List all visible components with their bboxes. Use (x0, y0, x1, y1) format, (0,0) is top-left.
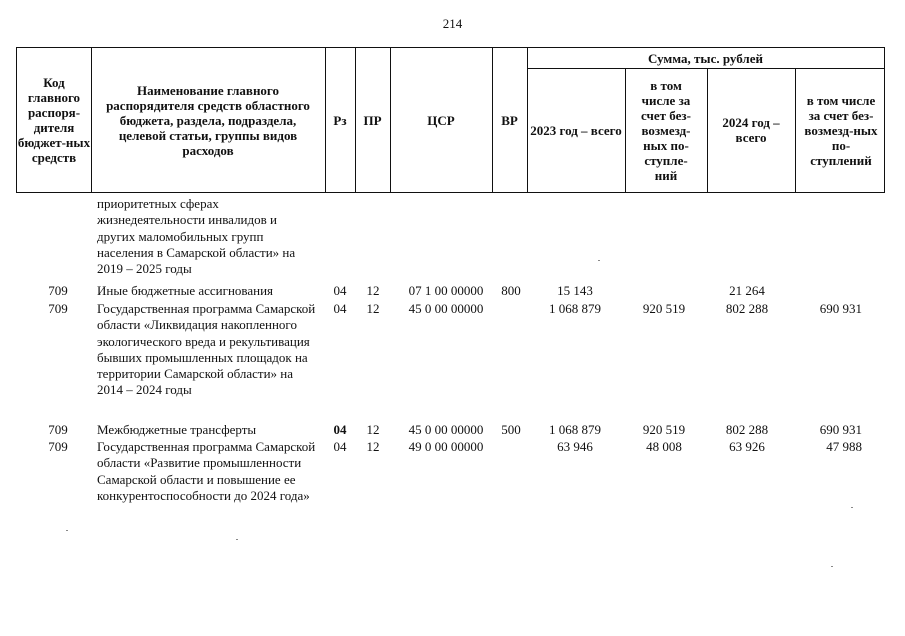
header-2023-free: в том числе за счет без-возмезд-ных по-ступле-ний (641, 77, 691, 183)
scan-speck (236, 539, 238, 540)
scan-speck (831, 566, 833, 567)
row-2024-free: 690 931 (819, 301, 862, 316)
header-2024-free: в том числе за счет без-возмезд-ных по-ступлений (804, 92, 878, 168)
table-header (16, 47, 885, 193)
header-2023-total: 2023 год – всего (530, 122, 622, 138)
row-rz: 04 (333, 283, 347, 298)
row-name: приоритетных сферах жизнедеятельности инвалидов и других маломобильных групп населения в Самарской области» на 2019 – 2025 годы (97, 196, 296, 277)
row-name: Межбюджетные трансферты (97, 422, 257, 437)
row-2023-free: 48 008 (646, 439, 682, 454)
header-2024-total: 2024 год – всего (722, 115, 780, 145)
row-2024-total: 802 288 (725, 422, 769, 437)
header-pr: ПР (363, 112, 382, 128)
row-vr: 800 (501, 283, 521, 298)
row-csr: 45 0 00 00000 (408, 422, 484, 437)
row-2023-total: 1 068 879 (549, 422, 601, 437)
row-csr: 45 0 00 00000 (408, 301, 484, 316)
row-pr: 12 (366, 439, 380, 454)
row-2023-total: 63 946 (557, 439, 593, 454)
row-2024-total: 63 926 (729, 439, 765, 454)
row-2024-total: 802 288 (725, 301, 769, 316)
row-name: Иные бюджетные ассигнования (97, 283, 274, 298)
header-code: Код главного распоря-дителя бюджет-ных средств (17, 75, 91, 165)
row-code: 709 (48, 283, 68, 298)
row-2023-total: 1 068 879 (549, 301, 601, 316)
row-pr: 12 (366, 422, 380, 437)
row-csr: 49 0 00 00000 (408, 439, 484, 454)
row-name: Государственная программа Самарской области «Развитие промышленности Самарской области и повышение ее конкурентоспособности до 2024 года» (97, 439, 316, 503)
header-vr: ВР (501, 112, 518, 128)
page-number: 214 (442, 16, 463, 31)
header-csr: ЦСР (427, 112, 455, 128)
row-rz: 04 (333, 301, 347, 316)
row-rz: 04 (333, 422, 347, 437)
row-vr: 500 (501, 422, 521, 437)
row-rz: 04 (333, 439, 347, 454)
header-sum: Сумма, тыс. рублей (648, 50, 763, 66)
row-2024-total: 21 264 (729, 283, 765, 298)
scan-speck (851, 507, 853, 508)
row-code: 709 (48, 439, 68, 454)
row-name: Государственная программа Самарской области «Ликвидация накопленного экологического вреда и рекультивация бывших промышленных площадок на территории Самарской области» на 2014 – 2024 годы (97, 301, 316, 398)
row-csr: 07 1 00 00000 (408, 283, 484, 298)
row-2023-free: 920 519 (642, 301, 686, 316)
row-2023-total: 15 143 (557, 283, 593, 298)
row-2024-free: 690 931 (819, 422, 862, 437)
row-code: 709 (48, 301, 68, 316)
row-code: 709 (48, 422, 68, 437)
scan-speck (598, 260, 600, 261)
row-pr: 12 (366, 301, 380, 316)
scan-speck (66, 530, 68, 531)
row-2023-free: 920 519 (642, 422, 686, 437)
header-rz: Рз (333, 112, 347, 128)
row-2024-free: 47 988 (826, 439, 862, 454)
header-name: Наименование главного распорядителя средств областного бюджета, раздела, подраздела, целевой статьи, группы видов расходов (106, 82, 310, 158)
row-pr: 12 (366, 283, 380, 298)
